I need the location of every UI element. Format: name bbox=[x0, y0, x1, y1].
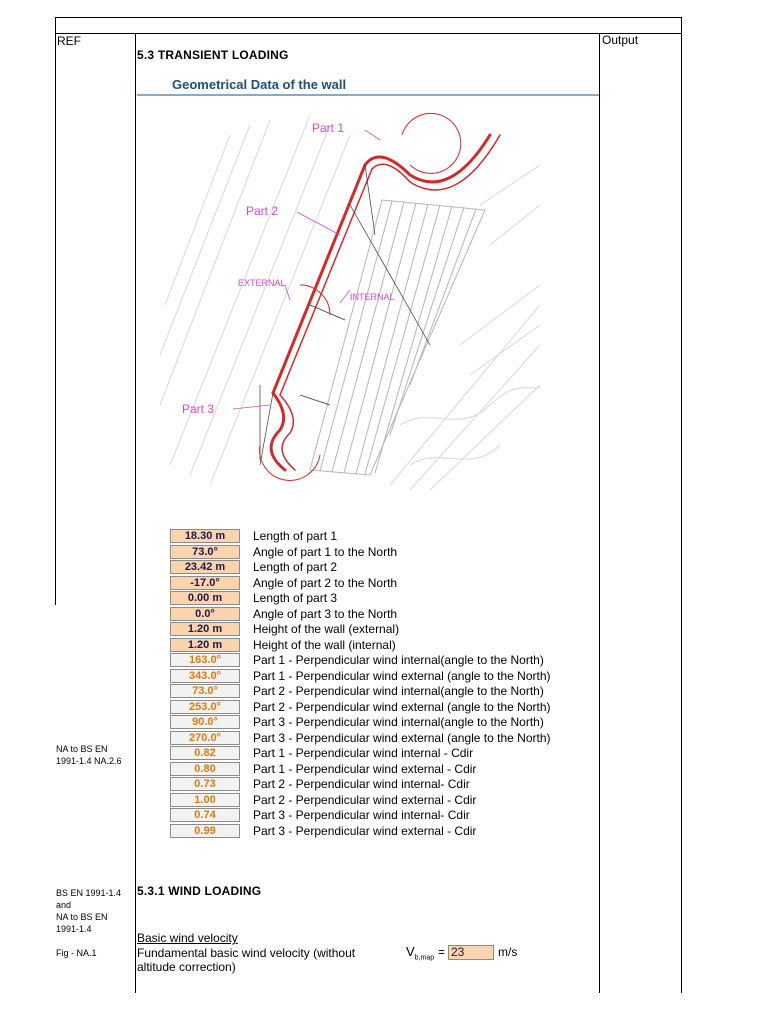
parameter-description: Part 3 - Perpendicular wind internal- Cdir bbox=[253, 808, 470, 822]
velocity-unit: m/s bbox=[498, 945, 518, 959]
output-header: Output bbox=[602, 33, 639, 47]
na-reference-line: 1991-1.4 NA.2.6 bbox=[56, 756, 122, 766]
parameter-description: Part 1 - Perpendicular wind internal(angle to the North) bbox=[253, 653, 544, 667]
vbmap-subscript: b,map bbox=[414, 954, 435, 962]
header-rule bbox=[55, 33, 681, 34]
input-value-cell[interactable]: 23.42 m bbox=[170, 560, 240, 574]
output-value-cell: 0.82 bbox=[170, 746, 240, 760]
fundamental-velocity-label-1: Fundamental basic wind velocity (without bbox=[137, 946, 356, 960]
input-value-cell[interactable]: 73.0° bbox=[170, 545, 240, 559]
parameter-description: Angle of part 3 to the North bbox=[253, 607, 398, 621]
output-column-divider bbox=[599, 33, 600, 993]
input-value-cell[interactable]: 1.20 m bbox=[170, 622, 240, 636]
parameter-description: Part 3 - Perpendicular wind external - Cdir bbox=[253, 824, 477, 838]
external-label: EXTERNAL bbox=[238, 278, 286, 288]
right-border bbox=[681, 17, 682, 993]
output-value-cell: 73.0° bbox=[170, 684, 240, 698]
parameter-description: Part 1 - Perpendicular wind external - Cdir bbox=[253, 762, 477, 776]
output-value-cell: 0.99 bbox=[170, 824, 240, 838]
ref-header: REF bbox=[57, 34, 81, 48]
parameter-description: Part 1 - Perpendicular wind internal - Cdir bbox=[253, 746, 474, 760]
wind-reference-line: 1991-1.4 bbox=[56, 924, 92, 934]
ref-column-divider bbox=[135, 33, 136, 993]
parameter-description: Height of the wall (internal) bbox=[253, 638, 396, 652]
input-value-cell[interactable]: 18.30 m bbox=[170, 529, 240, 543]
equals-sign: = bbox=[438, 945, 446, 959]
parameter-description: Part 2 - Perpendicular wind internal- Cdir bbox=[253, 777, 470, 791]
part2-label: Part 2 bbox=[246, 204, 279, 218]
figure-reference: Fig - NA.1 bbox=[56, 948, 97, 958]
na-reference bbox=[56, 743, 122, 767]
parameter-description: Part 2 - Perpendicular wind internal(angle to the North) bbox=[253, 684, 544, 698]
left-border bbox=[55, 17, 56, 34]
parameter-description: Height of the wall (external) bbox=[253, 622, 400, 636]
parameter-description: Angle of part 2 to the North bbox=[253, 576, 398, 590]
fundamental-velocity-label-2: altitude correction) bbox=[137, 960, 236, 974]
parameter-description: Part 3 - Perpendicular wind internal(angle to the North) bbox=[253, 715, 544, 729]
part3-label: Part 3 bbox=[182, 402, 215, 416]
section-subtitle: Geometrical Data of the wall bbox=[172, 77, 347, 92]
parameter-description: Angle of part 1 to the North bbox=[253, 545, 398, 559]
parameter-description: Part 1 - Perpendicular wind external (angle to the North) bbox=[253, 669, 551, 683]
input-value-cell[interactable]: -17.0° bbox=[170, 576, 240, 590]
part1-label: Part 1 bbox=[312, 121, 345, 135]
output-value-cell: 253.0° bbox=[170, 700, 240, 714]
subtitle-underline bbox=[137, 94, 599, 96]
parameter-description: Part 2 - Perpendicular wind external - Cdir bbox=[253, 793, 477, 807]
wind-reference-line: NA to BS EN bbox=[56, 912, 108, 922]
wind-reference-line: and bbox=[56, 900, 72, 910]
wind-reference-line: BS EN 1991-1.4 bbox=[56, 888, 122, 898]
output-value-cell: 343.0° bbox=[170, 669, 240, 683]
input-value-cell[interactable]: 1.20 m bbox=[170, 638, 240, 652]
input-value-cell[interactable]: 0.00 m bbox=[170, 591, 240, 605]
na-reference-line: NA to BS EN bbox=[56, 744, 108, 754]
parameter-description: Length of part 1 bbox=[253, 529, 338, 543]
output-value-cell: 270.0° bbox=[170, 731, 240, 745]
parameter-description: Length of part 3 bbox=[253, 591, 338, 605]
output-value-cell: 1.00 bbox=[170, 793, 240, 807]
output-value-cell: 0.80 bbox=[170, 762, 240, 776]
section-title: 5.3 TRANSIENT LOADING bbox=[137, 48, 289, 62]
vbmap-input[interactable]: 23 bbox=[448, 945, 494, 960]
output-value-cell: 163.0° bbox=[170, 653, 240, 667]
left-border-lower bbox=[55, 33, 56, 605]
vbmap-letter: V bbox=[406, 944, 415, 959]
parameter-description: Part 2 - Perpendicular wind external (angle to the North) bbox=[253, 700, 551, 714]
vbmap-symbol bbox=[406, 944, 434, 962]
parameter-description: Part 3 - Perpendicular wind external (angle to the North) bbox=[253, 731, 551, 745]
wind-reference bbox=[56, 887, 121, 935]
top-border bbox=[55, 17, 681, 18]
output-value-cell: 0.73 bbox=[170, 777, 240, 791]
parameter-description: Length of part 2 bbox=[253, 560, 338, 574]
wind-loading-title: 5.3.1 WIND LOADING bbox=[137, 884, 262, 898]
internal-label: INTERNAL bbox=[350, 292, 395, 302]
output-value-cell: 90.0° bbox=[170, 715, 240, 729]
input-value-cell[interactable]: 0.0° bbox=[170, 607, 240, 621]
basic-wind-velocity-label: Basic wind velocity bbox=[137, 931, 238, 945]
output-value-cell: 0.74 bbox=[170, 808, 240, 822]
